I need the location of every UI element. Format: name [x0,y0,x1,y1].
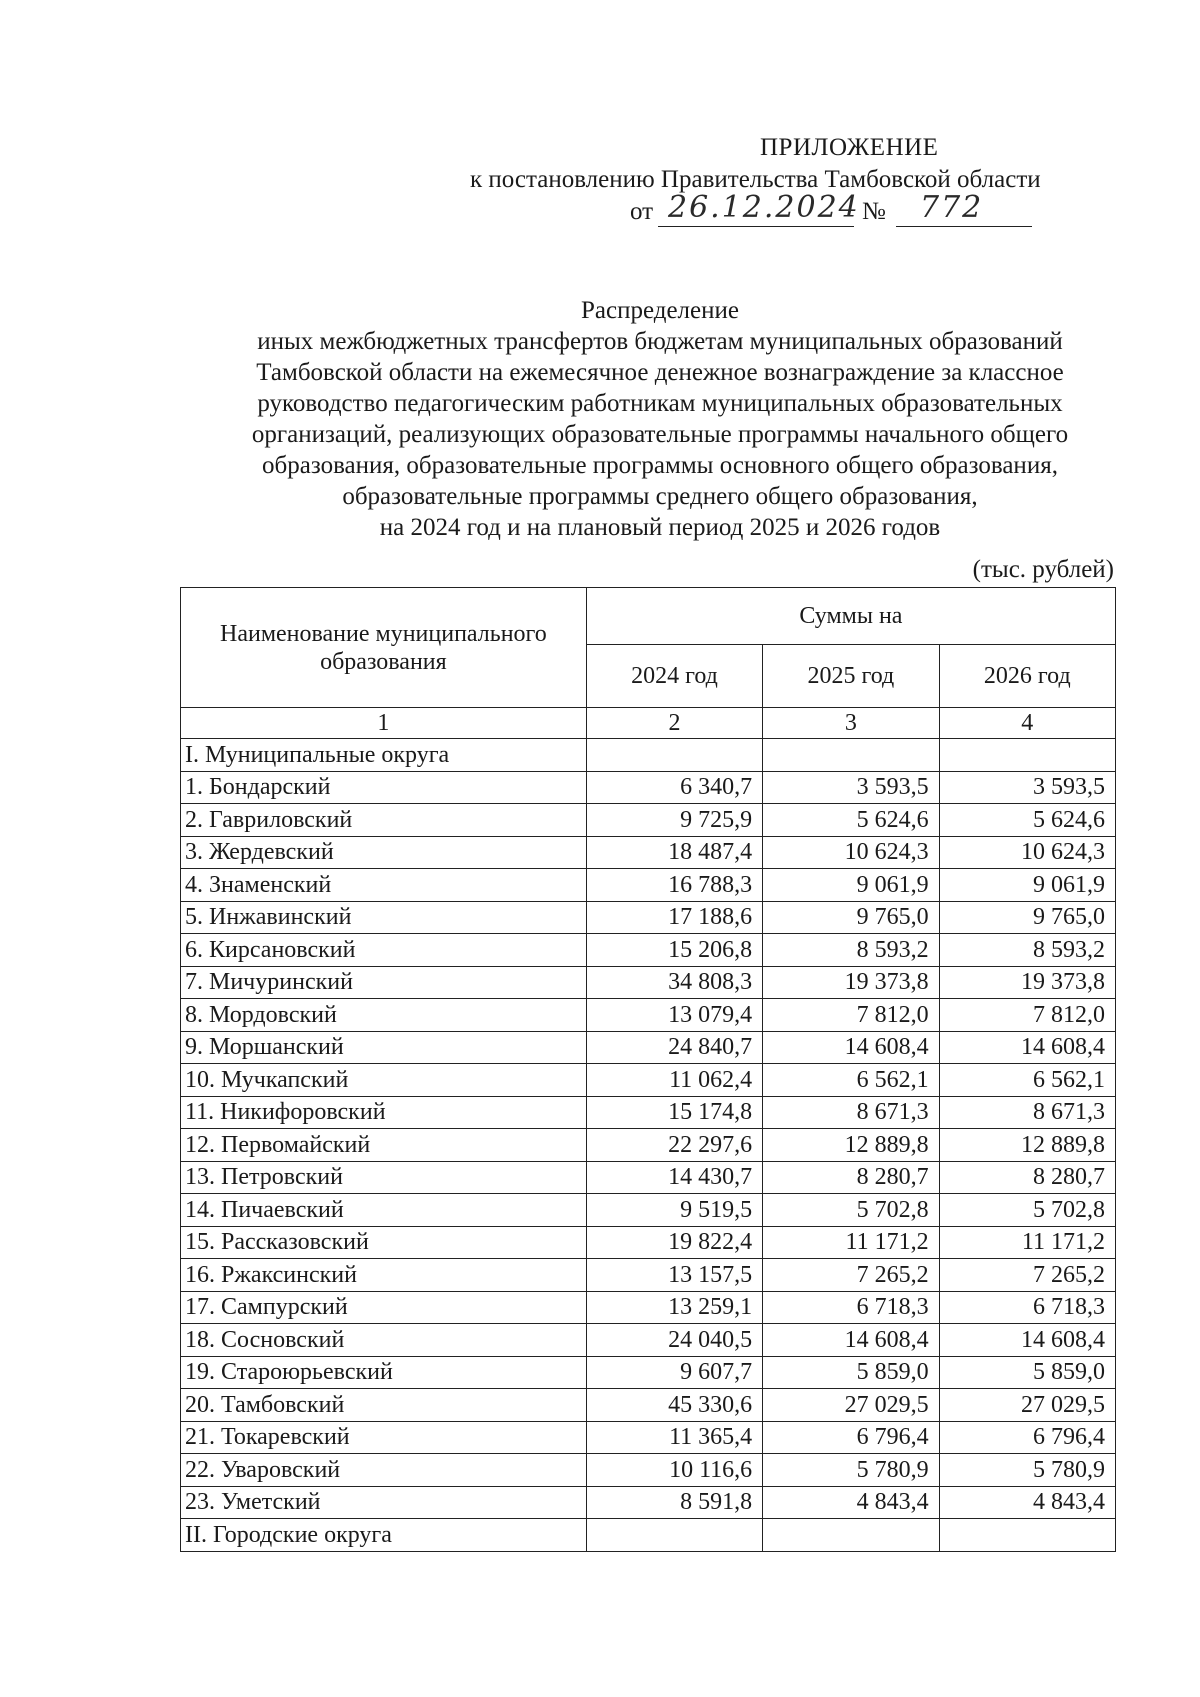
value-2026: 14 608,4 [939,1031,1115,1064]
header-year-2024: 2024 год [586,645,762,708]
municipality-name: 11. Никифоровский [181,1096,587,1129]
value-2025: 5 780,9 [763,1454,939,1487]
units-label: (тыс. рублей) [972,556,1114,583]
heading-line: организаций, реализующих образовательные программы начального общего [251,421,1069,448]
handwritten-date: 26.12.2024 [668,190,860,225]
table-row [181,1259,1116,1292]
municipality-name: 21. Токаревский [181,1421,587,1454]
value-2024: 34 808,3 [586,966,762,999]
table-row [181,1356,1116,1389]
municipality-name: 8. Мордовский [181,999,587,1032]
value-2025: 7 265,2 [763,1259,939,1292]
value-2026: 19 373,8 [939,966,1115,999]
value-2026: 4 843,4 [939,1486,1115,1519]
table-row [181,836,1116,869]
value-2026: 6 796,4 [939,1421,1115,1454]
municipality-name: 18. Сосновский [181,1324,587,1357]
municipality-name: I. Муниципальные округа [181,739,587,772]
table-row [181,966,1116,999]
value-2025: 7 812,0 [763,999,939,1032]
value-2024: 9 519,5 [586,1194,762,1227]
table-row [181,804,1116,837]
value-2026: 10 624,3 [939,836,1115,869]
municipality-name: 20. Тамбовский [181,1389,587,1422]
municipality-name: II. Городские округа [181,1519,587,1552]
value-2025: 14 608,4 [763,1324,939,1357]
value-2025: 8 671,3 [763,1096,939,1129]
value-2026: 5 702,8 [939,1194,1115,1227]
value-2026: 8 671,3 [939,1096,1115,1129]
municipality-name: 1. Бондарский [181,771,587,804]
column-number: 3 [763,708,939,739]
handwritten-number: 772 [920,190,984,225]
value-2026: 12 889,8 [939,1129,1115,1162]
municipality-name: 4. Знаменский [181,869,587,902]
table-row [181,1194,1116,1227]
municipality-name: 15. Рассказовский [181,1226,587,1259]
municipality-name: 13. Петровский [181,1161,587,1194]
table-row [181,1096,1116,1129]
appendix-subtitle: к постановлению Правительства Тамбовской области [470,166,1041,193]
table-row [181,771,1116,804]
value-2024: 19 822,4 [586,1226,762,1259]
municipality-name: 16. Ржаксинский [181,1259,587,1292]
value-2026: 9 061,9 [939,869,1115,902]
heading-line: Тамбовской области на ежемесячное денежное вознаграждение за классное [256,359,1064,386]
value-2025: 5 859,0 [763,1356,939,1389]
table-row [181,1389,1116,1422]
header-sums: Суммы на [586,588,1115,645]
value-2025: 3 593,5 [763,771,939,804]
municipality-name: 17. Сампурский [181,1291,587,1324]
value-2026 [939,739,1115,772]
municipality-name: 6. Кирсановский [181,934,587,967]
municipality-name: 22. Уваровский [181,1454,587,1487]
value-2024: 22 297,6 [586,1129,762,1162]
value-2024: 18 487,4 [586,836,762,869]
distribution-table [180,587,1116,1552]
value-2024: 13 157,5 [586,1259,762,1292]
appendix-block [470,132,1150,230]
value-2026 [939,1519,1115,1552]
value-2026: 5 624,6 [939,804,1115,837]
value-2024: 24 840,7 [586,1031,762,1064]
date-number-line [630,190,1150,230]
number-underline [896,226,1032,227]
date-underline [658,226,854,227]
header-year-2026: 2026 год [939,645,1115,708]
value-2024: 17 188,6 [586,901,762,934]
column-number: 2 [586,708,762,739]
value-2024: 9 725,9 [586,804,762,837]
municipality-name: 23. Уметский [181,1486,587,1519]
column-number: 1 [181,708,587,739]
value-2025 [763,739,939,772]
value-2024: 13 079,4 [586,999,762,1032]
value-2025: 19 373,8 [763,966,939,999]
value-2024: 24 040,5 [586,1324,762,1357]
value-2025 [763,1519,939,1552]
value-2026: 3 593,5 [939,771,1115,804]
municipality-name: 2. Гавриловский [181,804,587,837]
value-2025: 6 718,3 [763,1291,939,1324]
value-2026: 9 765,0 [939,901,1115,934]
heading-line: Распределение [581,297,739,324]
value-2025: 27 029,5 [763,1389,939,1422]
heading-line: образовательные программы среднего общего образования, [342,483,978,510]
value-2024: 9 607,7 [586,1356,762,1389]
value-2025: 8 280,7 [763,1161,939,1194]
value-2026: 14 608,4 [939,1324,1115,1357]
table-row [181,1454,1116,1487]
municipality-name: 19. Староюрьевский [181,1356,587,1389]
table-row [181,1421,1116,1454]
value-2025: 6 796,4 [763,1421,939,1454]
municipality-name: 12. Первомайский [181,1129,587,1162]
value-2025: 5 702,8 [763,1194,939,1227]
value-2024: 15 174,8 [586,1096,762,1129]
value-2026: 5 859,0 [939,1356,1115,1389]
value-2026: 6 718,3 [939,1291,1115,1324]
municipality-name: 14. Пичаевский [181,1194,587,1227]
table-row [181,869,1116,902]
value-2024: 11 365,4 [586,1421,762,1454]
document-heading [180,295,1140,543]
table-row [181,1324,1116,1357]
value-2025: 14 608,4 [763,1031,939,1064]
appendix-title: ПРИЛОЖЕНИЕ [760,134,939,161]
header-year-2025: 2025 год [763,645,939,708]
value-2024: 8 591,8 [586,1486,762,1519]
table-row [181,1129,1116,1162]
value-2024: 45 330,6 [586,1389,762,1422]
table-row [181,1161,1116,1194]
municipality-name: 10. Мучкапский [181,1064,587,1097]
value-2024: 16 788,3 [586,869,762,902]
value-2026: 6 562,1 [939,1064,1115,1097]
value-2025: 10 624,3 [763,836,939,869]
value-2024 [586,739,762,772]
value-2026: 8 593,2 [939,934,1115,967]
value-2024: 11 062,4 [586,1064,762,1097]
municipality-name: 9. Моршанский [181,1031,587,1064]
municipality-name: 7. Мичуринский [181,966,587,999]
value-2025: 8 593,2 [763,934,939,967]
table-row [181,1031,1116,1064]
number-prefix: № [862,198,886,225]
date-prefix: от [630,198,654,225]
value-2025: 6 562,1 [763,1064,939,1097]
value-2025: 4 843,4 [763,1486,939,1519]
value-2024 [586,1519,762,1552]
table-row [181,1486,1116,1519]
table-row [181,1064,1116,1097]
value-2026: 7 812,0 [939,999,1115,1032]
value-2025: 9 061,9 [763,869,939,902]
column-number-row [181,708,1116,739]
value-2026: 7 265,2 [939,1259,1115,1292]
value-2025: 12 889,8 [763,1129,939,1162]
table-row [181,934,1116,967]
header-name-column: Наименование муниципального образования [181,588,587,708]
value-2025: 9 765,0 [763,901,939,934]
value-2024: 14 430,7 [586,1161,762,1194]
value-2026: 11 171,2 [939,1226,1115,1259]
value-2024: 15 206,8 [586,934,762,967]
municipality-name: 3. Жердевский [181,836,587,869]
heading-line: на 2024 год и на плановый период 2025 и 2026 годов [379,514,941,541]
value-2026: 5 780,9 [939,1454,1115,1487]
column-number: 4 [939,708,1115,739]
table-row [181,1226,1116,1259]
table-row [181,901,1116,934]
table-row [181,999,1116,1032]
value-2025: 11 171,2 [763,1226,939,1259]
heading-line: иных межбюджетных трансфертов бюджетам муниципальных образований [257,328,1063,355]
value-2024: 10 116,6 [586,1454,762,1487]
heading-line: руководство педагогическим работникам муниципальных образовательных [257,390,1063,417]
table-row [181,1291,1116,1324]
table-row [181,1519,1116,1552]
value-2025: 5 624,6 [763,804,939,837]
value-2024: 13 259,1 [586,1291,762,1324]
table-row [181,739,1116,772]
value-2026: 8 280,7 [939,1161,1115,1194]
value-2026: 27 029,5 [939,1389,1115,1422]
municipality-name: 5. Инжавинский [181,901,587,934]
value-2024: 6 340,7 [586,771,762,804]
heading-line: образования, образовательные программы основного общего образования, [262,452,1058,479]
